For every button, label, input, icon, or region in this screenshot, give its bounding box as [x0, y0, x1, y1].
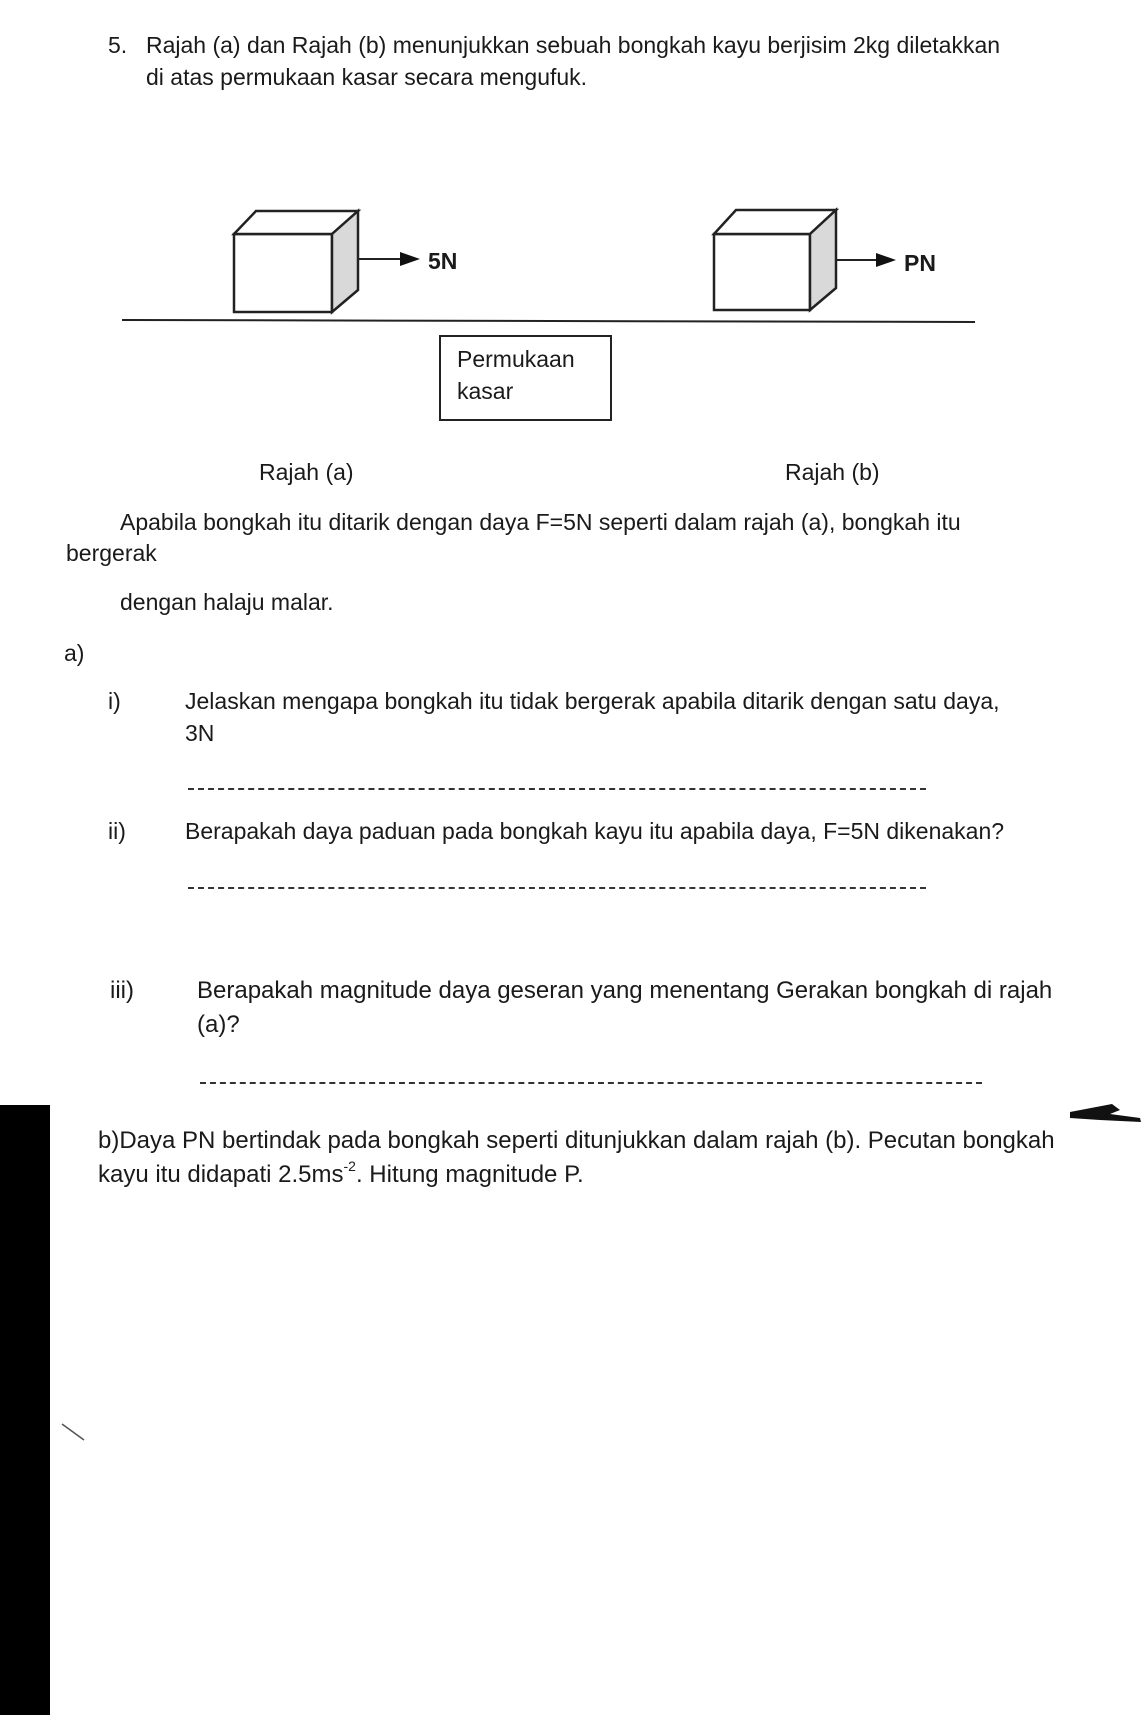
- part-b-line2: [98, 1158, 584, 1192]
- part-b-line2-pre: kayu itu didapati 2.5ms: [98, 1161, 344, 1188]
- surface-label-line2: kasar: [457, 378, 514, 404]
- surface-label-line1: Permukaan: [457, 346, 575, 372]
- force-label-a: 5N: [428, 248, 458, 274]
- part-b-line2-post: . Hitung magnitude P.: [355, 1161, 584, 1188]
- block-a: [234, 211, 358, 312]
- arrow-b: [836, 253, 896, 267]
- paragraph-line2: bergerak: [66, 540, 157, 566]
- part-b-line1: b)Daya PN bertindak pada bongkah seperti ditunjukkan dalam rajah (b). Pecutan bongkah: [98, 1127, 1055, 1154]
- rough-surface-line: [122, 320, 975, 322]
- scan-black-bar: [0, 1105, 50, 1715]
- surface-label-box: [439, 335, 612, 421]
- item-iii-number: iii): [110, 977, 134, 1004]
- paragraph-line3: dengan halaju malar.: [120, 589, 334, 615]
- part-b-line2-sup: -2: [343, 1158, 356, 1174]
- item-ii-line1: Berapakah daya paduan pada bongkah kayu itu apabila daya, F=5N dikenakan?: [185, 818, 1005, 844]
- item-iii-line1: Berapakah magnitude daya geseran yang menentang Gerakan bongkah di rajah: [197, 977, 1053, 1004]
- answer-line-iii[interactable]: [200, 1082, 982, 1084]
- answer-line-ii[interactable]: [188, 887, 926, 889]
- force-label-b: PN: [904, 250, 936, 276]
- paragraph-line1: Apabila bongkah itu ditarik dengan daya F=5N seperti dalam rajah (a), bongkah itu: [120, 509, 961, 535]
- caption-rajah-a: Rajah (a): [259, 459, 354, 485]
- item-ii-number: ii): [108, 818, 126, 844]
- question-number: 5.: [108, 32, 128, 58]
- item-i-line1: Jelaskan mengapa bongkah itu tidak bergerak apabila ditarik dengan satu daya,: [185, 688, 1000, 714]
- item-i-line2: 3N: [185, 720, 215, 746]
- item-i-number: i): [108, 688, 121, 714]
- caption-rajah-b: Rajah (b): [785, 459, 880, 485]
- part-a-label: a): [64, 640, 85, 666]
- question-intro-line1: Rajah (a) dan Rajah (b) menunjukkan sebuah bongkah kayu berjisim 2kg diletakkan: [146, 32, 1001, 58]
- answer-line-i[interactable]: [188, 788, 926, 790]
- item-iii-line2: (a)?: [197, 1011, 240, 1038]
- arrow-a: [358, 252, 420, 266]
- question-intro-line2: di atas permukaan kasar secara mengufuk.: [146, 64, 588, 90]
- block-b: [714, 210, 836, 310]
